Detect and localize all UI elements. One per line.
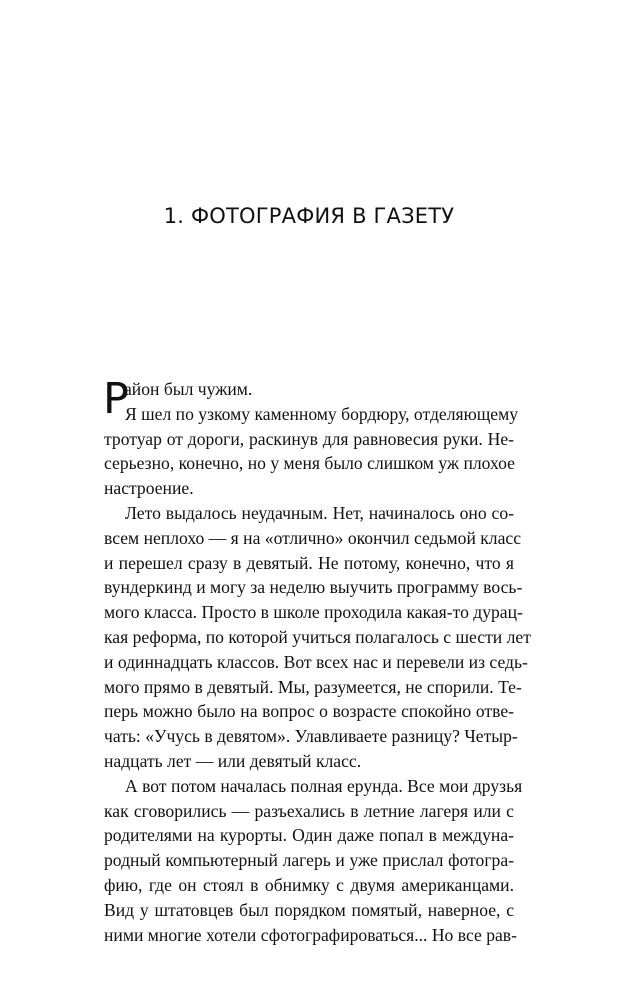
text-line: настроение. (104, 478, 194, 499)
text-line: серьезно, конечно, но у меня было слишком уж плохое (104, 453, 515, 474)
text-line: перь можно было на вопрос о возрасте спокойно отве- (104, 701, 514, 722)
chapter-body-text (103, 374, 531, 947)
text-line: чать: «Учусь в девятом». Улавливаете разницу? Четыр- (104, 726, 518, 747)
text-line: ними многие хотели сфотографироваться... Но все рав- (104, 924, 517, 945)
text-line: Лето выдалось неудачным. Нет, начиналось оно со- (125, 502, 514, 523)
text-line: мого класса. Просто в школе проходила какая-то дурац- (104, 602, 523, 623)
text-line: А вот потом началась полная ерунда. Все мои друзья (125, 775, 523, 796)
text-line: родный компьютерный лагерь и уже прислал фотогра- (104, 850, 514, 871)
text-line: родителями на курорты. Один даже попал в междуна- (104, 825, 514, 846)
text-line: тротуар от дороги, раскинув для равновесия руки. Не- (104, 428, 514, 449)
text-line: и одиннадцать классов. Вот всех нас и перевели из седь- (104, 651, 528, 672)
text-line: как сговорились — разъехались в летние лагеря или с (104, 800, 514, 821)
text-line: и перешел сразу в девятый. Не потому, конечно, что я (104, 552, 514, 573)
drop-cap-letter: Р (103, 374, 129, 424)
first-line-text: айон был чужим. (124, 379, 253, 399)
text-line: всем неплохо — я на «отлично» окончил седьмой класс (104, 527, 522, 548)
text-line: Вид у штатовцев был порядком помятый, наверное, с (104, 899, 514, 920)
text-line: кая реформа, по которой учиться полагалось с шести лет (104, 626, 531, 647)
text-line: надцать лет — или девятый класс. (104, 750, 362, 771)
text-line: фию, где он стоял в обнимку с двумя американцами. (104, 874, 514, 895)
text-line: мого прямо в девятый. Мы, разумеется, не спорили. Те- (104, 676, 522, 697)
text-line: Я шел по узкому каменному бордюру, отделяющему (125, 403, 519, 424)
text-line: вундеркинд и могу за неделю выучить программу вось- (104, 577, 523, 598)
chapter-title: 1. ФОТОГРАФИЯ В ГАЗЕТУ (163, 204, 455, 228)
